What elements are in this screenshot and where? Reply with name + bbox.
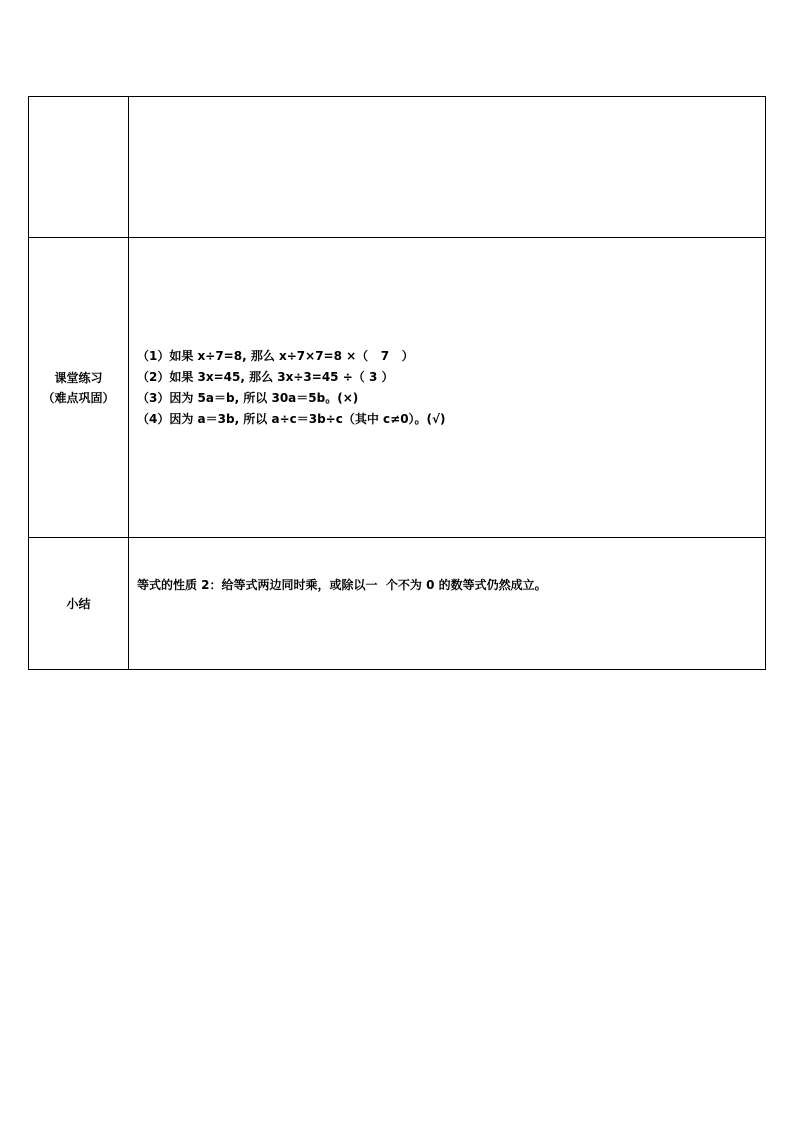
- section-label: 课堂练习: [54, 370, 103, 385]
- exercise-item: （4）因为 a＝3b, 所以 a÷c＝3b÷c（其中 c≠0）。(√): [137, 411, 446, 426]
- section-label: 小结: [66, 596, 91, 611]
- exercise-list: [129, 238, 766, 538]
- row-label-cell: [29, 538, 129, 670]
- exercise-item: （2）如果 3x=45, 那么 3x÷3=45 ÷（ 3 ）: [137, 369, 394, 384]
- section-sublabel: （难点巩固）: [42, 390, 115, 405]
- table-row: [29, 97, 766, 238]
- exercise-item: （3）因为 5a＝b, 所以 30a＝5b。(×): [137, 390, 359, 405]
- row-label-cell: [29, 97, 129, 238]
- table-row: [29, 238, 766, 538]
- row-content-cell: [129, 97, 766, 238]
- lesson-table: [28, 96, 766, 670]
- row-label-cell: [29, 238, 129, 538]
- table-row: [29, 538, 766, 670]
- exercise-item: （1）如果 x÷7=8, 那么 x÷7×7=8 ×（ 7 ）: [137, 348, 414, 363]
- summary-cell: [129, 538, 766, 670]
- summary-text: 等式的性质 2：给等式两边同时乘，或除以一 个不为 0 的数等式仍然成立。: [137, 578, 547, 592]
